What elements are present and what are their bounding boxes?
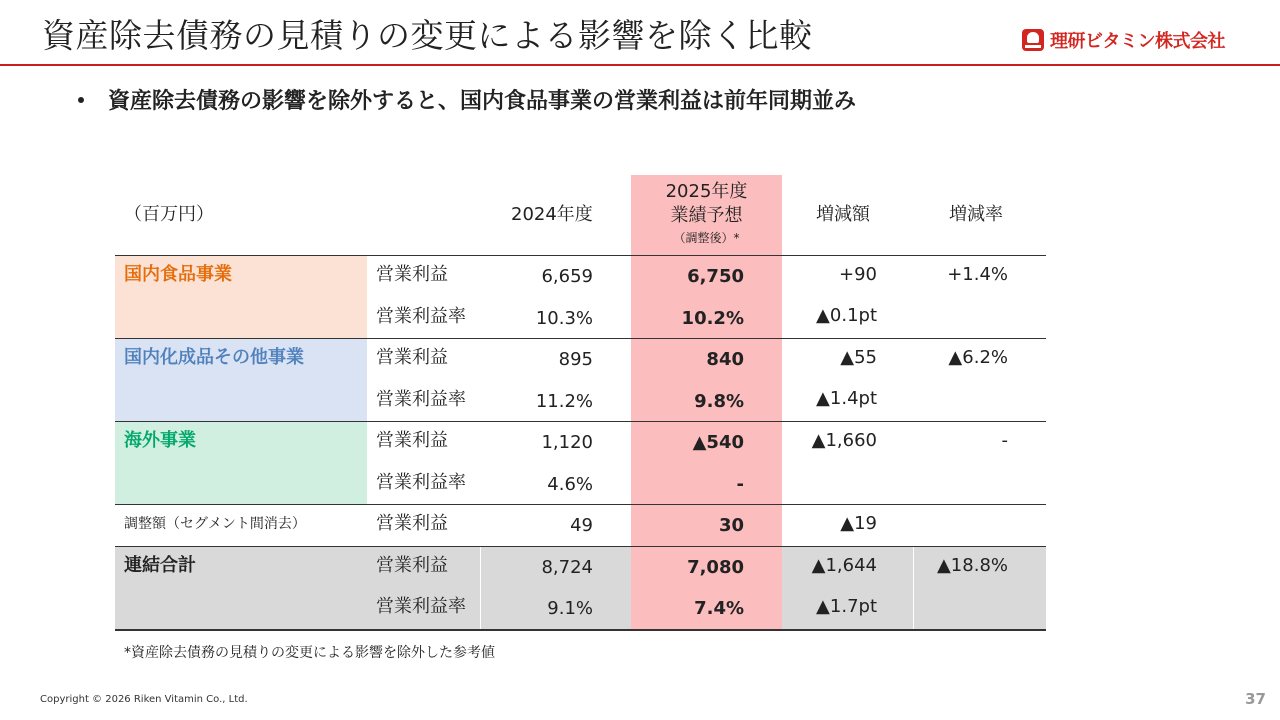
company-logo-icon [1022,29,1044,51]
value-fy2024: 895 [558,349,593,370]
category-overseas: 海外事業 [124,430,196,451]
row-label: 営業利益率 [376,306,466,327]
value-diff: ▲1.7pt [816,596,877,617]
value-diff: ▲55 [840,347,877,368]
value-fy2025: 6,750 [687,266,744,287]
value-rate: +1.4% [947,264,1008,285]
header-forecast: 業績予想 [670,205,743,226]
title-divider [0,64,1280,66]
row-label: 営業利益率 [376,596,466,617]
header-rate: 増減率 [949,204,1003,225]
row-rule [115,546,1046,547]
page-number: 37 [1245,690,1266,708]
value-diff: ▲19 [840,513,877,534]
row-label: 営業利益率 [376,389,466,410]
company-logo [1022,28,1262,52]
row-label: 営業利益 [376,264,448,285]
value-fy2024: 49 [570,515,593,536]
value-fy2025: ▲540 [692,432,744,453]
row-label: 営業利益 [376,430,448,451]
copyright: Copyright © 2026 Riken Vitamin Co., Ltd. [40,694,248,705]
page-title: 資産除去債務の見積りの変更による影響を除く比較 [42,16,813,55]
header-diff: 増減額 [816,204,870,225]
header-rule [115,255,1046,256]
value-fy2025: 9.8% [694,391,744,412]
value-diff: +90 [839,264,877,285]
consolidated-col-sep-1 [480,547,481,629]
value-fy2024: 10.3% [535,308,593,329]
row-rule [115,338,1046,339]
value-rate: ▲6.2% [948,347,1008,368]
header-fy2025: 2025年度 [665,181,748,202]
unit-label: （百万円） [124,204,214,225]
value-diff: ▲1,660 [811,430,877,451]
header-adjusted: （調整後）* [673,231,740,245]
header-fy2024: 2024年度 [511,204,593,225]
row-rule [115,421,1046,422]
consolidated-col-sep-2 [913,547,914,629]
row-label: 営業利益率 [376,472,466,493]
value-rate: - [1001,430,1008,451]
value-fy2024: 9.1% [547,598,593,619]
value-fy2025: 30 [718,515,744,536]
bullet-icon [78,97,84,103]
category-domestic-chem: 国内化成品その他事業 [124,347,304,368]
value-fy2024: 11.2% [535,391,593,412]
value-fy2025: 7,080 [687,557,744,578]
value-diff: ▲1,644 [811,555,877,576]
value-fy2025: 7.4% [694,598,744,619]
value-fy2025: 10.2% [681,308,744,329]
footnote: *資産除去債務の見積りの変更による影響を除外した参考値 [124,645,495,661]
value-fy2024: 6,659 [541,266,593,287]
summary-bullet [78,84,856,115]
row-label: 営業利益 [376,347,448,368]
category-adjustment: 調整額（セグメント間消去） [124,516,306,532]
category-domestic-food: 国内食品事業 [124,264,232,285]
row-label: 営業利益 [376,555,448,576]
summary-text: 資産除去債務の影響を除外すると、国内食品事業の営業利益は前年同期並み [108,89,857,114]
table-bottom-rule [115,629,1046,631]
category-consolidated: 連結合計 [124,555,196,576]
value-fy2024: 4.6% [547,474,593,495]
row-label: 営業利益 [376,513,448,534]
value-diff: ▲1.4pt [816,388,877,409]
value-fy2025: 840 [706,349,744,370]
row-rule [115,504,1046,505]
value-fy2024: 8,724 [541,557,593,578]
value-rate: ▲18.8% [936,555,1008,576]
value-fy2024: 1,120 [541,432,593,453]
value-diff: ▲0.1pt [816,305,877,326]
value-fy2025: - [736,474,744,495]
company-name: 理研ビタミン株式会社 [1050,31,1225,52]
